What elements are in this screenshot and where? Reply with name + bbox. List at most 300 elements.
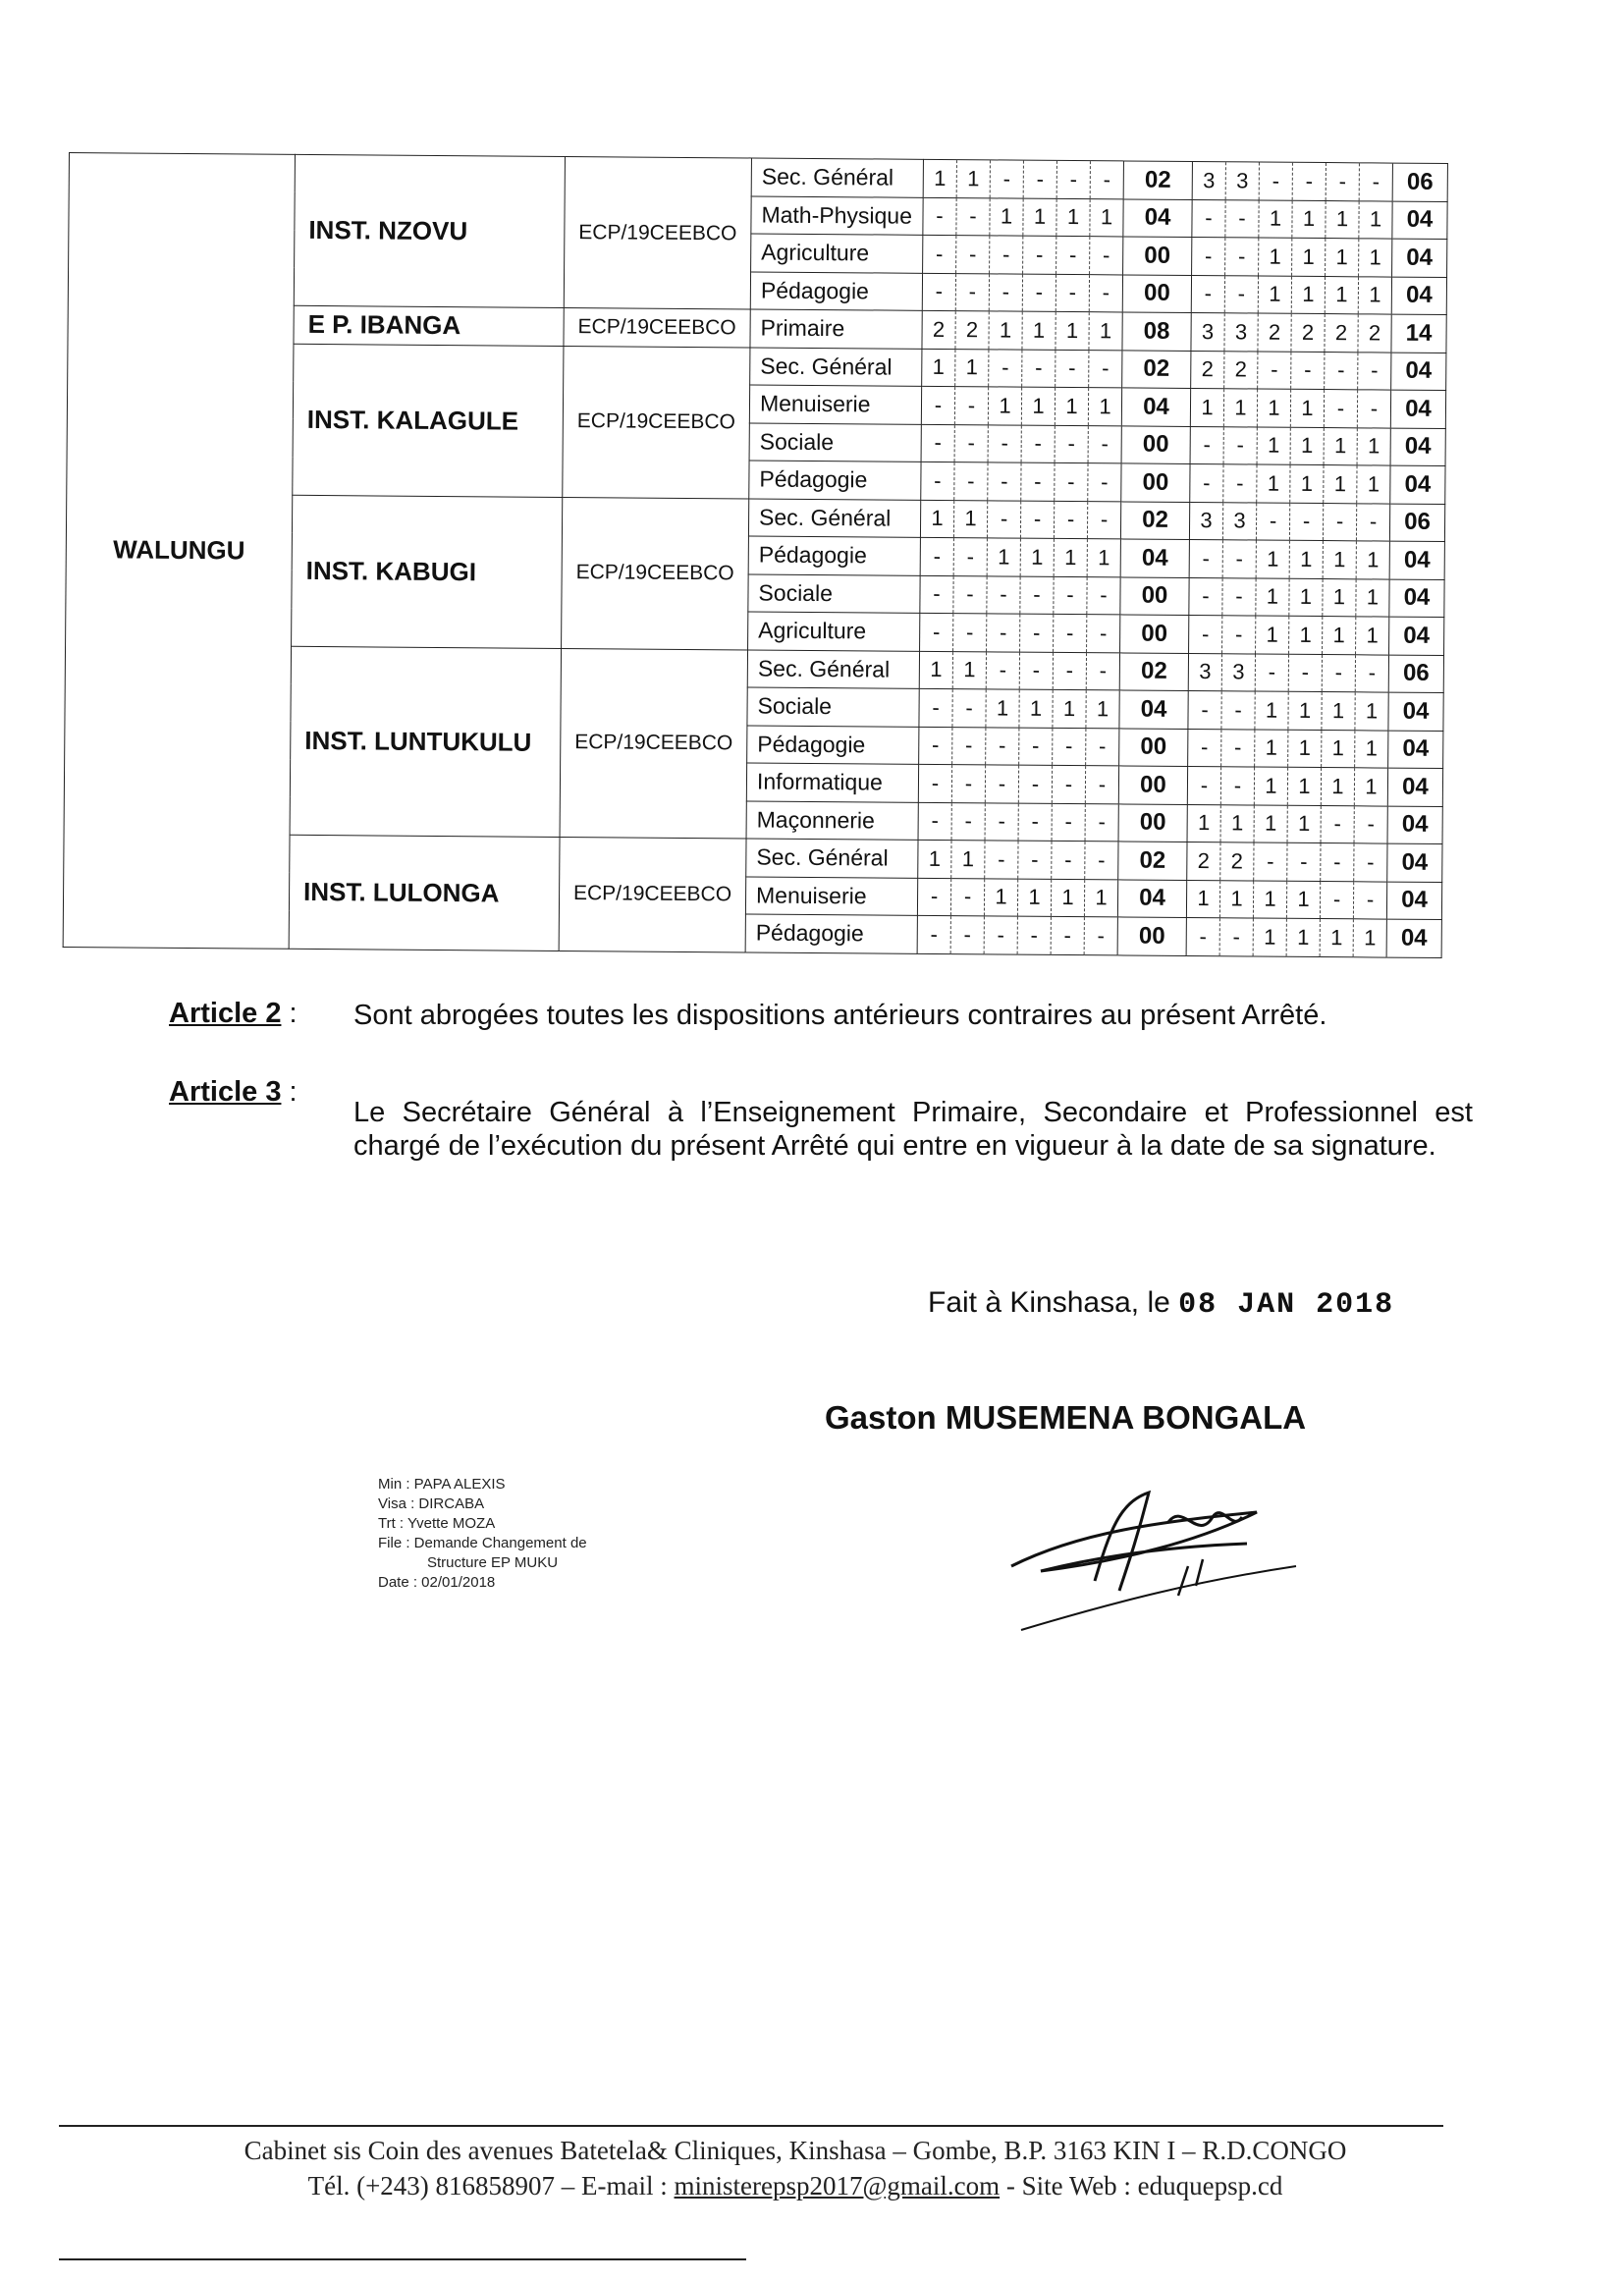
grand-total-cell: 04: [1392, 201, 1447, 240]
school-name-cell: INST. KALAGULE: [293, 344, 564, 497]
class-count-cell: -: [956, 197, 990, 236]
schools-structure-table: [63, 152, 1448, 958]
article-label: Article 2: [169, 998, 282, 1029]
class-count-cell: 1: [1089, 312, 1122, 351]
total-cell: 02: [1123, 161, 1192, 199]
grand-total-cell: 06: [1389, 504, 1444, 542]
class-count-cell: -: [918, 764, 951, 802]
class-count-cell: 1: [1257, 427, 1290, 465]
class-count-cell: 1: [1291, 276, 1325, 314]
option-cell: Pédagogie: [750, 271, 922, 310]
class-count-cell: -: [921, 386, 954, 424]
class-count-cell: -: [1222, 616, 1256, 654]
class-count-cell: 1: [1090, 198, 1123, 237]
class-count-cell: 3: [1221, 653, 1255, 691]
class-count-cell: -: [1086, 728, 1119, 766]
class-count-cell: 2: [1187, 842, 1220, 880]
class-count-cell: 1: [1017, 879, 1051, 917]
class-count-cell: -: [1188, 729, 1221, 767]
class-count-cell: 1: [1054, 538, 1087, 576]
class-count-cell: -: [987, 500, 1020, 538]
class-count-cell: -: [1022, 274, 1056, 312]
class-count-cell: 2: [1191, 351, 1224, 389]
option-cell: Sec. Général: [746, 839, 918, 878]
class-count-cell: 1: [1223, 389, 1257, 427]
class-count-cell: 1: [1290, 427, 1324, 465]
class-count-cell: -: [950, 916, 984, 954]
grand-total-cell: 04: [1392, 239, 1447, 277]
class-count-cell: 1: [1359, 239, 1392, 277]
class-count-cell: 2: [922, 310, 955, 349]
class-count-cell: -: [955, 273, 989, 311]
total-cell: 00: [1122, 274, 1191, 312]
class-count-cell: -: [919, 688, 952, 727]
option-cell: Pédagogie: [745, 914, 917, 953]
class-count-cell: 1: [1088, 388, 1121, 426]
class-count-cell: -: [1020, 501, 1054, 539]
class-count-cell: -: [1085, 803, 1118, 842]
class-count-cell: 1: [1187, 804, 1220, 842]
article-label: Article 3: [169, 1076, 282, 1108]
class-count-cell: 1: [1257, 464, 1290, 503]
grand-total-cell: 04: [1390, 390, 1445, 428]
class-count-cell: 2: [1325, 314, 1358, 353]
article-separator: :: [289, 998, 298, 1029]
grand-total-cell: 04: [1390, 428, 1445, 466]
class-count-cell: -: [990, 236, 1023, 274]
class-count-cell: -: [985, 765, 1018, 803]
class-count-cell: -: [952, 727, 986, 765]
class-count-cell: 1: [1290, 389, 1324, 427]
grand-total-cell: 06: [1388, 655, 1443, 693]
total-cell: 00: [1118, 766, 1187, 804]
class-count-cell: 1: [1259, 200, 1292, 239]
class-count-cell: 3: [1189, 502, 1222, 540]
class-count-cell: 1: [1323, 617, 1356, 655]
class-count-cell: 1: [919, 651, 952, 689]
option-cell: Maçonnerie: [746, 800, 918, 840]
option-cell: Agriculture: [751, 234, 923, 273]
class-count-cell: 1: [988, 387, 1021, 425]
total-cell: 00: [1119, 728, 1188, 766]
class-count-cell: 1: [1326, 239, 1359, 277]
class-count-cell: 2: [1224, 351, 1258, 389]
class-count-cell: 1: [1353, 919, 1386, 957]
grand-total-cell: 14: [1391, 314, 1446, 353]
class-count-cell: 1: [989, 311, 1022, 350]
class-count-cell: -: [918, 802, 951, 841]
class-count-cell: -: [1054, 501, 1087, 539]
class-count-cell: -: [987, 575, 1020, 614]
class-count-cell: -: [1186, 917, 1219, 955]
reference-line: Date : 02/01/2018: [378, 1574, 496, 1591]
class-count-cell: -: [917, 878, 950, 916]
class-count-cell: -: [986, 651, 1019, 689]
total-cell: 00: [1120, 576, 1189, 615]
grand-total-cell: 06: [1392, 163, 1447, 201]
total-cell: 00: [1121, 425, 1190, 463]
class-count-cell: 1: [1321, 768, 1354, 806]
option-cell: Pédagogie: [747, 725, 919, 764]
class-count-cell: -: [923, 197, 956, 236]
class-count-cell: 1: [923, 159, 956, 197]
class-count-cell: -: [1018, 765, 1052, 803]
class-count-cell: -: [1053, 652, 1086, 690]
class-count-cell: 1: [1320, 919, 1353, 957]
article-3-text: Le Secrétaire Général à l’Enseignement Primaire, Secondaire et Professionnel est chargé de l’exécution du présent Arrêté qui entre en vigueur à la date de sa signature.: [353, 1097, 1473, 1162]
option-cell: Sec. Général: [750, 347, 922, 386]
class-count-cell: -: [951, 765, 985, 803]
reference-line: Min : PAPA ALEXIS: [378, 1476, 506, 1493]
class-count-cell: -: [989, 349, 1022, 387]
class-count-cell: 1: [1053, 689, 1086, 728]
class-count-cell: 1: [1289, 578, 1323, 617]
grand-total-cell: 04: [1390, 465, 1445, 504]
class-count-cell: 1: [1358, 276, 1391, 314]
class-count-cell: -: [1087, 576, 1120, 615]
class-count-cell: 1: [1323, 541, 1356, 579]
class-count-cell: 1: [1256, 578, 1289, 617]
grand-total-cell: 04: [1388, 731, 1443, 769]
class-count-cell: -: [1222, 540, 1256, 578]
class-count-cell: 1: [1056, 198, 1090, 237]
class-count-cell: -: [984, 916, 1017, 954]
total-cell: 04: [1123, 198, 1192, 237]
class-count-cell: -: [1084, 917, 1117, 955]
class-count-cell: 1: [1289, 540, 1323, 578]
option-cell: Menuiserie: [745, 876, 917, 915]
class-count-cell: -: [1055, 462, 1088, 501]
total-cell: 02: [1118, 842, 1187, 880]
class-count-cell: -: [1354, 843, 1387, 882]
total-cell: 02: [1122, 350, 1191, 388]
class-count-cell: 1: [1287, 805, 1321, 843]
total-cell: 00: [1117, 917, 1186, 955]
class-count-cell: -: [1055, 425, 1088, 463]
grand-total-cell: 04: [1387, 768, 1442, 806]
class-count-cell: 1: [953, 500, 987, 538]
class-count-cell: 1: [1256, 540, 1289, 578]
class-count-cell: -: [1322, 654, 1355, 692]
class-count-cell: 2: [1220, 842, 1254, 881]
class-count-cell: -: [1225, 238, 1259, 276]
handwritten-signature: [1001, 1473, 1326, 1640]
class-count-cell: -: [1192, 199, 1225, 238]
class-count-cell: 1: [1288, 730, 1322, 768]
reference-line: File : Demande Changement de: [378, 1535, 587, 1551]
class-count-cell: -: [987, 614, 1020, 652]
class-count-cell: 1: [1286, 918, 1320, 956]
reference-line: Trt : Yvette MOZA: [378, 1515, 496, 1532]
class-count-cell: 1: [1356, 541, 1389, 579]
class-count-cell: 1: [1019, 689, 1053, 728]
class-count-cell: -: [1255, 654, 1288, 692]
class-count-cell: 1: [1322, 730, 1355, 768]
class-count-cell: 1: [1287, 767, 1321, 805]
school-code-cell: ECP/19CEEBCO: [560, 648, 748, 839]
class-count-cell: 1: [1259, 238, 1292, 276]
total-cell: 04: [1119, 690, 1188, 729]
class-count-cell: -: [1187, 766, 1220, 804]
class-count-cell: -: [1191, 275, 1224, 313]
total-cell: 00: [1120, 615, 1189, 653]
class-count-cell: -: [1325, 352, 1358, 390]
class-count-cell: -: [1056, 350, 1089, 388]
class-count-cell: -: [1017, 916, 1051, 954]
class-count-cell: -: [1086, 652, 1119, 690]
class-count-cell: 1: [1356, 578, 1389, 617]
grand-total-cell: 04: [1386, 882, 1441, 920]
province-cell: WALUNGU: [63, 153, 295, 949]
class-count-cell: 1: [918, 840, 951, 878]
class-count-cell: 1: [922, 349, 955, 387]
class-count-cell: 1: [1322, 692, 1355, 731]
class-count-cell: 1: [1324, 465, 1357, 504]
class-count-cell: -: [1052, 841, 1085, 879]
article-3: [169, 1075, 298, 1109]
class-count-cell: 1: [1355, 692, 1388, 731]
class-count-cell: -: [1022, 350, 1056, 388]
option-cell: Sociale: [748, 573, 920, 613]
total-cell: 02: [1119, 652, 1188, 690]
class-count-cell: 1: [1357, 465, 1390, 504]
class-count-cell: 3: [1188, 653, 1221, 691]
class-count-cell: 1: [956, 160, 990, 198]
class-count-cell: -: [920, 575, 953, 614]
class-count-cell: 1: [1290, 464, 1324, 503]
class-count-cell: 1: [1255, 691, 1288, 730]
class-count-cell: -: [1321, 805, 1354, 843]
class-count-cell: -: [920, 613, 953, 651]
date-stamp: 08 JAN 2018: [1178, 1288, 1395, 1322]
class-count-cell: -: [920, 537, 953, 575]
article-separator: :: [289, 1076, 298, 1108]
class-count-cell: -: [1019, 728, 1053, 766]
class-count-cell: 3: [1224, 313, 1258, 352]
class-count-cell: 1: [952, 651, 986, 689]
grand-total-cell: 04: [1386, 919, 1441, 957]
class-count-cell: -: [1189, 615, 1222, 653]
class-count-cell: 1: [1356, 617, 1389, 655]
school-name-cell: INST. KABUGI: [292, 495, 563, 648]
class-count-cell: -: [1224, 275, 1258, 313]
option-cell: Sociale: [747, 687, 919, 727]
class-count-cell: -: [1219, 918, 1253, 956]
class-count-cell: -: [1085, 766, 1118, 804]
class-count-cell: -: [1052, 803, 1085, 842]
grand-total-cell: 04: [1391, 353, 1446, 391]
option-cell: Sociale: [749, 422, 921, 462]
class-count-cell: 1: [1258, 276, 1291, 314]
class-count-cell: -: [989, 273, 1022, 311]
class-count-cell: 1: [951, 841, 985, 879]
class-count-cell: -: [950, 878, 984, 916]
class-count-cell: -: [1258, 352, 1291, 390]
total-cell: 00: [1121, 463, 1190, 502]
class-count-cell: 1: [1087, 539, 1120, 577]
class-count-cell: -: [1089, 350, 1122, 388]
class-count-cell: -: [1018, 803, 1052, 842]
total-cell: 04: [1120, 539, 1189, 577]
class-count-cell: -: [1054, 576, 1087, 615]
class-count-cell: -: [1353, 881, 1386, 919]
class-count-cell: 1: [1051, 879, 1084, 917]
class-count-cell: -: [1189, 577, 1222, 616]
class-count-cell: -: [1052, 765, 1085, 803]
class-count-cell: -: [1192, 237, 1225, 275]
school-name-cell: INST. LUNTUKULU: [290, 646, 562, 838]
class-count-cell: 1: [1323, 578, 1356, 617]
class-count-cell: 1: [1220, 804, 1254, 842]
grand-total-cell: 04: [1389, 579, 1444, 618]
footer-website: - Site Web : eduquepsp.cd: [1005, 2171, 1283, 2200]
total-cell: 00: [1118, 803, 1187, 842]
class-count-cell: -: [1326, 163, 1359, 201]
class-count-cell: -: [1357, 390, 1390, 428]
class-count-cell: 1: [1325, 276, 1358, 314]
school-code-cell: ECP/19CEEBCO: [564, 307, 750, 347]
footer-address: Cabinet sis Coin des avenues Batetela& Cliniques, Kinshasa – Gombe, B.P. 3163 KIN I – R.D.CONGO: [244, 2136, 1347, 2165]
class-count-cell: 1: [1219, 880, 1253, 918]
footer-email-link[interactable]: ministerepsp2017@gmail.com: [674, 2171, 1001, 2200]
class-count-cell: -: [1023, 160, 1056, 198]
class-count-cell: -: [988, 424, 1021, 462]
class-count-cell: -: [1289, 503, 1323, 541]
reference-block: [378, 1475, 587, 1593]
school-name-cell: INST. LULONGA: [289, 835, 560, 951]
class-count-cell: -: [1020, 576, 1054, 615]
school-code-cell: ECP/19CEEBCO: [564, 156, 751, 308]
class-count-cell: -: [1287, 842, 1321, 881]
class-count-cell: -: [923, 235, 956, 273]
class-count-cell: -: [921, 462, 954, 500]
grand-total-cell: 04: [1387, 843, 1442, 882]
class-count-cell: -: [1259, 162, 1292, 200]
school-code-cell: ECP/19CEEBCO: [563, 346, 750, 498]
class-count-cell: -: [1053, 728, 1086, 766]
class-count-cell: 3: [1192, 161, 1225, 199]
class-count-cell: -: [1292, 162, 1326, 200]
class-count-cell: 1: [1255, 730, 1288, 768]
class-count-cell: -: [1089, 274, 1122, 312]
class-count-cell: 1: [987, 538, 1020, 576]
class-count-cell: -: [1256, 503, 1289, 541]
article-2: [169, 997, 298, 1030]
class-count-cell: -: [1355, 654, 1388, 692]
class-count-cell: 1: [1020, 538, 1054, 576]
class-count-cell: 1: [1055, 387, 1088, 425]
class-count-cell: -: [1190, 463, 1223, 502]
class-count-cell: -: [1090, 161, 1123, 199]
class-count-cell: 1: [1254, 767, 1287, 805]
class-count-cell: -: [1223, 426, 1257, 464]
class-count-cell: 1: [1190, 388, 1223, 426]
class-count-cell: 1: [1253, 881, 1286, 919]
class-count-cell: -: [990, 160, 1023, 198]
class-count-cell: -: [988, 462, 1021, 501]
class-count-cell: -: [1190, 426, 1223, 464]
class-count-cell: -: [1222, 577, 1256, 616]
class-count-cell: 2: [1291, 313, 1325, 352]
class-count-cell: -: [1225, 199, 1259, 238]
class-count-cell: -: [985, 841, 1018, 879]
class-count-cell: -: [954, 387, 988, 425]
class-count-cell: -: [1359, 163, 1392, 201]
class-count-cell: -: [1321, 843, 1354, 882]
class-count-cell: 1: [1292, 200, 1326, 239]
class-count-cell: 1: [1292, 238, 1326, 276]
footer-top-rule: [59, 2125, 1443, 2127]
class-count-cell: -: [952, 689, 986, 728]
class-count-cell: -: [1221, 729, 1255, 767]
class-count-cell: 1: [955, 349, 989, 387]
class-count-cell: 1: [986, 689, 1019, 728]
place-text: Fait à Kinshasa, le: [928, 1286, 1170, 1319]
class-count-cell: 1: [1084, 879, 1117, 917]
class-count-cell: -: [954, 462, 988, 501]
class-count-cell: 3: [1191, 312, 1224, 351]
class-count-cell: 2: [1358, 314, 1391, 353]
grand-total-cell: 04: [1387, 806, 1442, 844]
class-count-cell: 1: [1289, 616, 1323, 654]
school-code-cell: ECP/19CEEBCO: [562, 497, 749, 649]
class-count-cell: 1: [1324, 427, 1357, 465]
grand-total-cell: 04: [1389, 541, 1444, 579]
class-count-cell: -: [1223, 464, 1257, 503]
class-count-cell: 1: [1022, 311, 1056, 350]
class-count-cell: -: [953, 575, 987, 614]
class-count-cell: -: [1254, 842, 1287, 881]
class-count-cell: 3: [1222, 502, 1256, 540]
place-and-date: [928, 1286, 1394, 1322]
class-count-cell: -: [1087, 501, 1120, 539]
class-count-cell: -: [1354, 805, 1387, 843]
class-count-cell: -: [1085, 842, 1118, 880]
class-count-cell: 1: [1256, 616, 1289, 654]
class-count-cell: -: [1088, 463, 1121, 502]
class-count-cell: -: [1220, 767, 1254, 805]
class-count-cell: -: [986, 727, 1019, 765]
reference-line: Visa : DIRCABA: [378, 1495, 485, 1512]
class-count-cell: 1: [1254, 805, 1287, 843]
class-count-cell: 1: [920, 500, 953, 538]
class-count-cell: -: [1291, 352, 1325, 390]
class-count-cell: -: [1324, 390, 1357, 428]
footer-phone: Tél. (+243) 816858907 – E-mail :: [307, 2171, 668, 2200]
class-count-cell: -: [1021, 425, 1055, 463]
class-count-cell: -: [953, 538, 987, 576]
school-code-cell: ECP/19CEEBCO: [559, 837, 746, 951]
total-cell: 04: [1121, 388, 1190, 426]
class-count-cell: 1: [1086, 690, 1119, 729]
option-cell: Informatique: [746, 763, 918, 802]
total-cell: 02: [1120, 501, 1189, 539]
class-count-cell: 1: [1023, 198, 1056, 237]
option-cell: Primaire: [750, 309, 922, 349]
class-count-cell: -: [1221, 691, 1255, 730]
article-2-text: Sont abrogées toutes les dispositions antérieurs contraires au présent Arrêté.: [353, 1000, 1327, 1031]
class-count-cell: 2: [955, 311, 989, 350]
option-cell: Math-Physique: [751, 195, 923, 235]
class-count-cell: -: [1088, 425, 1121, 463]
class-count-cell: 1: [1257, 389, 1290, 427]
school-name-cell: INST. NZOVU: [294, 154, 565, 307]
class-count-cell: -: [1090, 237, 1123, 275]
class-count-cell: -: [1054, 614, 1087, 652]
footer-bottom-rule: [59, 2258, 746, 2260]
class-count-cell: -: [1087, 615, 1120, 653]
class-count-cell: 1: [984, 878, 1017, 916]
